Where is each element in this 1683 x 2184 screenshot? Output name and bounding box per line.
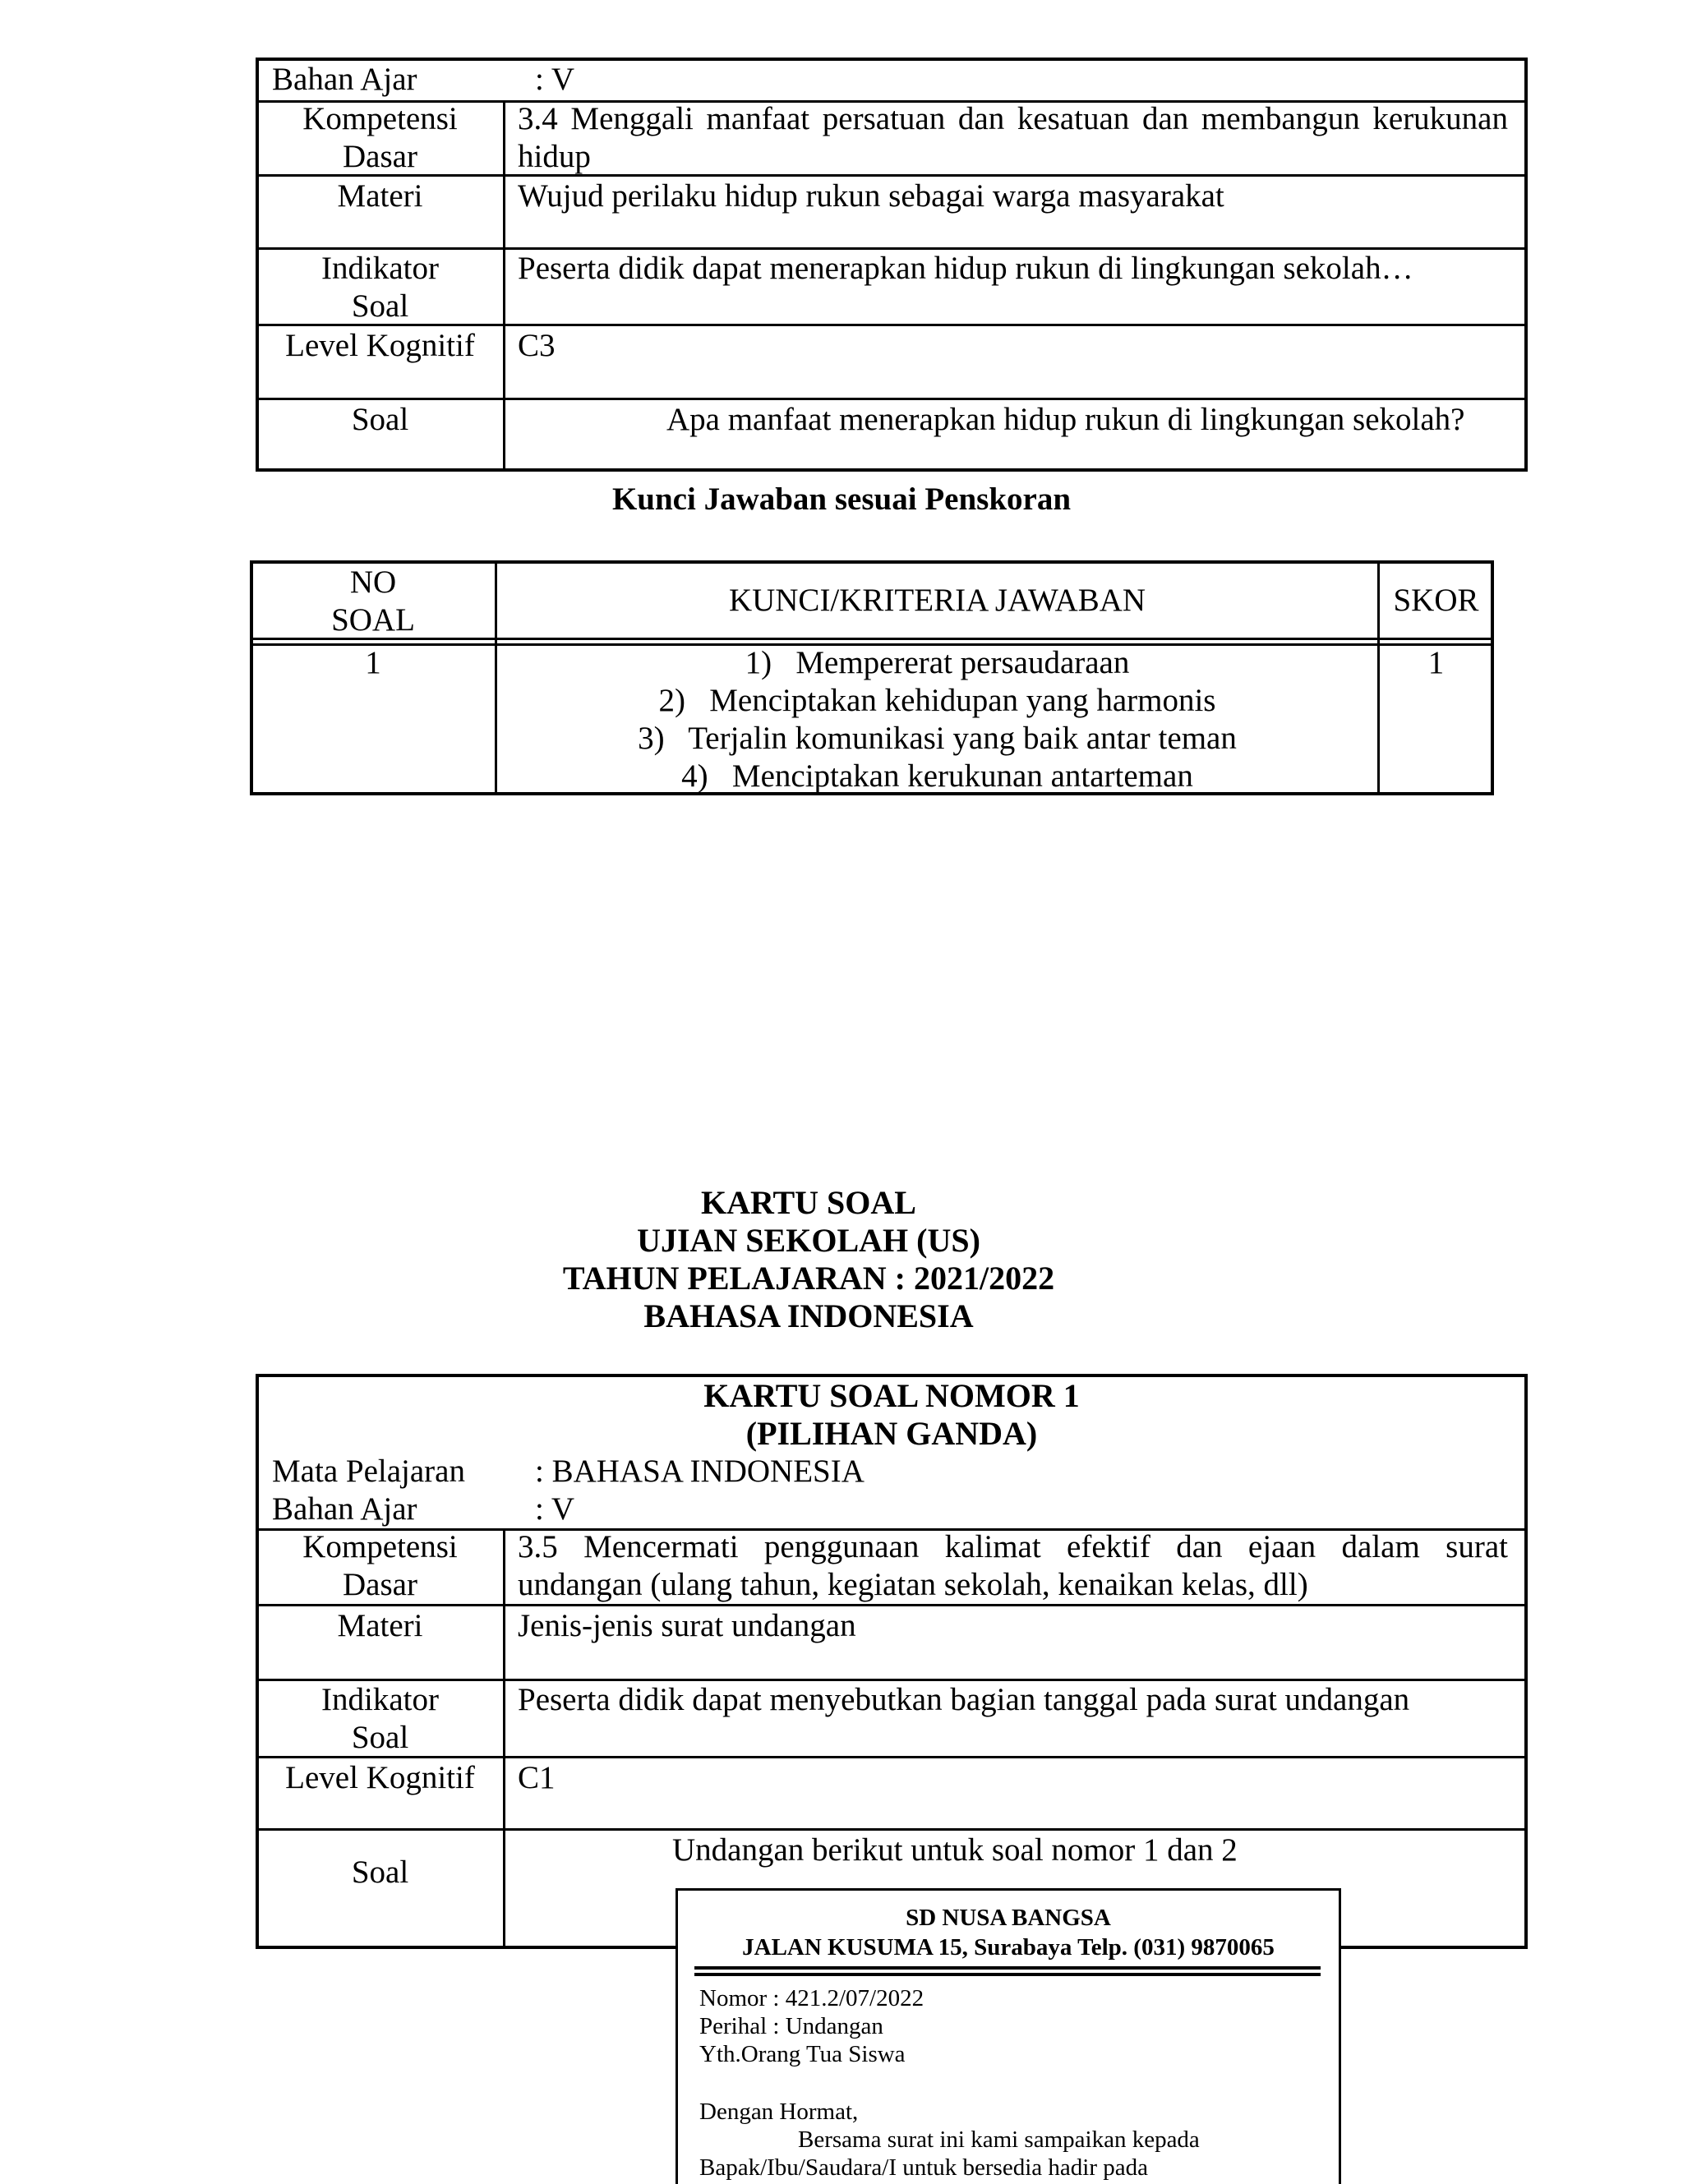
materi-value: Jenis-jenis surat undangan — [518, 1608, 856, 1643]
indikator-label: Indikator Soal — [321, 1682, 439, 1755]
kompetensi-value: 3.4 Menggali manfaat persatuan dan kesatuan dan membangun kerukunan hidup — [518, 101, 1508, 174]
bahan-ajar-value: : V — [535, 62, 575, 97]
soal-value: Undangan berikut untuk soal nomor 1 dan 2 — [672, 1832, 1238, 1868]
title-ujian-sekolah: UJIAN SEKOLAH (US) — [637, 1222, 980, 1259]
header-no-soal: NO SOAL — [331, 564, 415, 638]
answer-list — [497, 644, 1377, 795]
header-skor: SKOR — [1393, 583, 1479, 618]
invitation-letter — [676, 1888, 1341, 2184]
level-kognitif-label: Level Kognitif — [285, 1760, 475, 1795]
answer-item: 3) Terjalin komunikasi yang baik antar teman — [638, 721, 1237, 756]
kompetensi-label: Kompetensi Dasar — [302, 1529, 458, 1602]
header-kriteria-jawaban: KUNCI/KRITERIA JAWABAN — [728, 583, 1146, 618]
indikator-value: Peserta didik dapat menerapkan hidup rukun di lingkungan sekolah… — [518, 251, 1413, 286]
mata-pelajaran-label: Mata Pelajaran — [272, 1454, 465, 1489]
letter-header-rule — [694, 1966, 1321, 1970]
letter-school-address: JALAN KUSUMA 15, Surabaya Telp. (031) 9870065 — [742, 1934, 1275, 1961]
answer-item: 4) Menciptakan kerukunan antarteman — [681, 758, 1193, 794]
mata-pelajaran-value: : BAHASA INDONESIA — [535, 1454, 865, 1489]
title-mata-pelajaran: BAHASA INDONESIA — [643, 1297, 974, 1334]
letter-body-line: Bersama surat ini kami sampaikan kepada — [798, 2126, 1200, 2153]
answer-item: 1) Mempererat persaudaraan — [745, 645, 1130, 680]
card-1-row-line — [257, 1828, 1526, 1831]
card-1-heading: KARTU SOAL NOMOR 1 (PILIHAN GANDA) — [703, 1377, 1080, 1452]
title-tahun-pelajaran: TAHUN PELAJARAN : 2021/2022 — [562, 1260, 1055, 1297]
materi-label: Materi — [337, 1608, 423, 1643]
soal-value: Apa manfaat menerapkan hidup rukun di lingkungan sekolah? — [666, 402, 1465, 437]
kompetensi-value: 3.5 Mencermati penggunaan kalimat efektif dan ejaan dalam surat undangan (ulang tahun, kegiatan sekolah, kenaikan kelas, dll) — [518, 1529, 1508, 1602]
top-card-row-line — [257, 398, 1526, 400]
row-skor: 1 — [1427, 645, 1445, 680]
card-1-column-divider — [503, 1528, 505, 1947]
letter-perihal: Perihal : Undangan — [699, 2013, 883, 2039]
kompetensi-label: Kompetensi Dasar — [302, 101, 458, 174]
answer-item: 2) Menciptakan kehidupan yang harmonis — [658, 683, 1216, 718]
top-card-column-divider — [503, 100, 505, 470]
bahan-ajar-label: Bahan Ajar — [272, 1491, 417, 1527]
letter-school-name: SD NUSA BANGSA — [906, 1905, 1111, 1931]
indikator-label: Indikator Soal — [321, 251, 439, 324]
materi-label: Materi — [337, 178, 423, 214]
soal-label: Soal — [351, 1855, 409, 1890]
letter-body-line: Bapak/Ibu/Saudara/I untuk bersedia hadir pada — [699, 2154, 1148, 2181]
row-no-soal: 1 — [365, 645, 381, 680]
card-1-row-line — [257, 1604, 1526, 1606]
letter-recipient: Yth.Orang Tua Siswa — [699, 2041, 906, 2067]
letter-header-rule — [694, 1973, 1321, 1976]
bahan-ajar-label: Bahan Ajar — [272, 62, 417, 97]
indikator-value: Peserta didik dapat menyebutkan bagian tanggal pada surat undangan — [518, 1682, 1410, 1717]
soal-label: Soal — [351, 402, 409, 437]
level-kognitif-value: C1 — [518, 1760, 556, 1795]
level-kognitif-label: Level Kognitif — [285, 328, 475, 363]
answer-key-heading: Kunci Jawaban sesuai Penskoran — [611, 481, 1072, 517]
materi-value: Wujud perilaku hidup rukun sebagai warga masyarakat — [518, 178, 1224, 214]
letter-nomor: Nomor : 421.2/07/2022 — [699, 1985, 924, 2011]
title-kartu-soal: KARTU SOAL — [701, 1184, 916, 1221]
level-kognitif-value: C3 — [518, 328, 556, 363]
bahan-ajar-value: : V — [535, 1491, 575, 1527]
letter-salutation: Dengan Hormat, — [699, 2099, 859, 2125]
